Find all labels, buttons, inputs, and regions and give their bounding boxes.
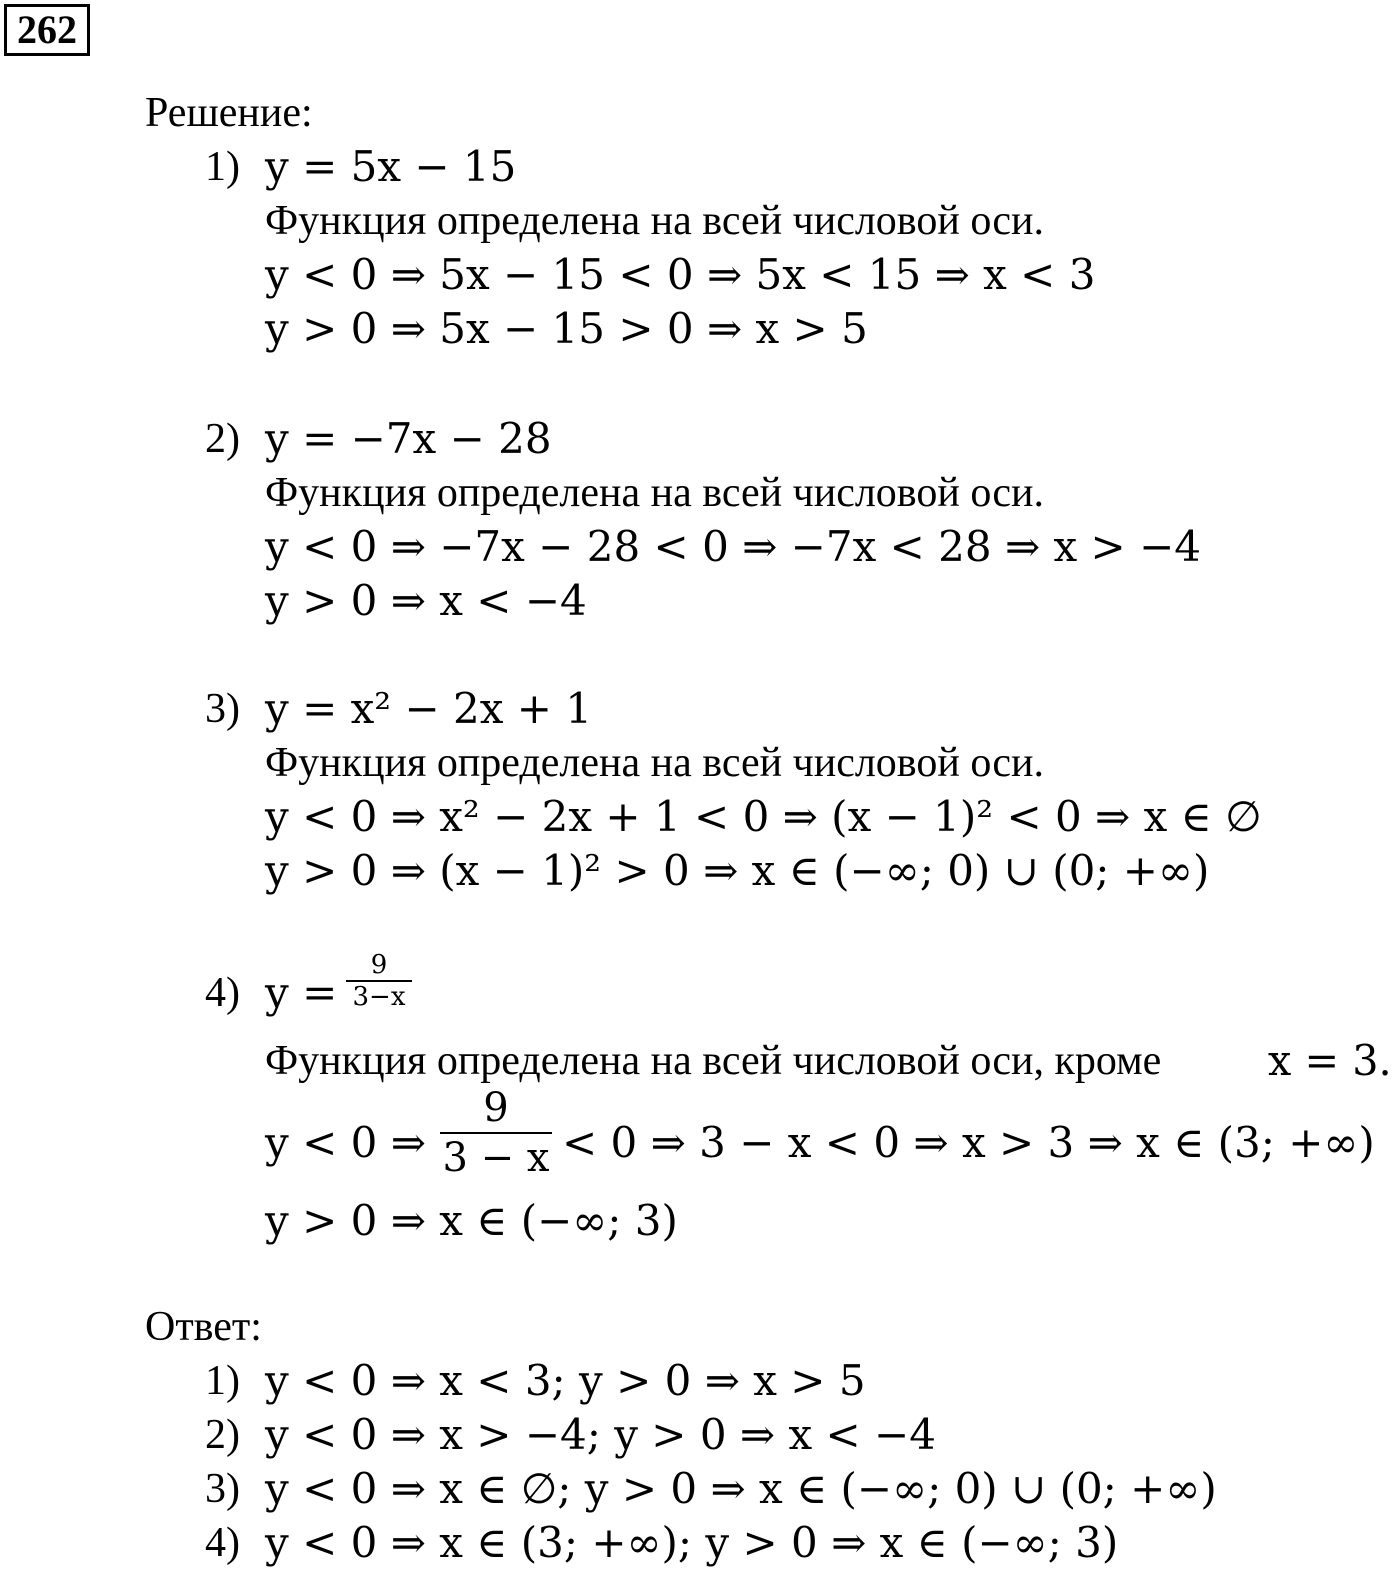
item-4-formula-numerator: 9 (370, 950, 388, 980)
answer-4-text: y < 0 ⇒ x ∈ (3; +∞); y > 0 ⇒ x ∈ (−∞; 3) (265, 1518, 1119, 1567)
answer-heading: Ответ: (145, 1304, 262, 1350)
item-4-negative-numerator: 9 (483, 1085, 509, 1131)
answer-2-text: y < 0 ⇒ x > −4; y > 0 ⇒ x < −4 (265, 1410, 936, 1459)
item-4-negative-fraction (440, 1085, 552, 1181)
problem-number: 262 (4, 4, 90, 56)
item-1-positive: y > 0 ⇒ 5x − 15 > 0 ⇒ x > 5 (265, 304, 868, 353)
item-2-negative: y < 0 ⇒ −7x − 28 < 0 ⇒ −7x < 28 ⇒ x > −4 (265, 522, 1201, 571)
solution-heading: Решение: (145, 90, 313, 136)
answer-1-text: y < 0 ⇒ x < 3; y > 0 ⇒ x > 5 (265, 1356, 866, 1405)
item-3-domain: Функция определена на всей числовой оси. (265, 740, 1044, 786)
item-3-number: 3) (205, 686, 240, 732)
item-2-positive: y > 0 ⇒ x < −4 (265, 576, 587, 625)
item-1-domain: Функция определена на всей числовой оси. (265, 198, 1044, 244)
item-2-domain: Функция определена на всей числовой оси. (265, 470, 1044, 516)
item-1-formula: y = 5x − 15 (265, 142, 517, 191)
item-4-formula-prefix: y = (265, 968, 338, 1017)
item-4-number: 4) (205, 970, 240, 1016)
answer-3-number: 3) (205, 1466, 240, 1512)
item-4-negative-prefix: y < 0 ⇒ (265, 1118, 426, 1167)
item-2-number: 2) (205, 416, 240, 462)
item-3-negative: y < 0 ⇒ x² − 2x + 1 < 0 ⇒ (x − 1)² < 0 ⇒ x ∈ ∅ (265, 792, 1262, 841)
item-1-negative: y < 0 ⇒ 5x − 15 < 0 ⇒ 5x < 15 ⇒ x < 3 (265, 250, 1096, 299)
item-3-formula: y = x² − 2x + 1 (265, 684, 593, 733)
item-4-negative-suffix: < 0 ⇒ 3 − x < 0 ⇒ x > 3 ⇒ x ∈ (3; +∞) (562, 1118, 1375, 1167)
answer-4-number: 4) (205, 1520, 240, 1566)
item-2-formula: y = −7x − 28 (265, 414, 552, 463)
item-4-domain-math: x = 3. (1268, 1036, 1392, 1085)
item-3-positive: y > 0 ⇒ (x − 1)² > 0 ⇒ x ∈ (−∞; 0) ∪ (0; +∞) (265, 846, 1210, 895)
answer-2-number: 2) (205, 1412, 240, 1458)
item-4-formula-denominator: 3−x (352, 982, 406, 1012)
item-4-domain-text: Функция определена на всей числовой оси, кроме (265, 1038, 1162, 1084)
item-1-number: 1) (205, 144, 240, 190)
item-4-negative-denominator: 3 − x (442, 1135, 550, 1181)
answer-1-number: 1) (205, 1358, 240, 1404)
item-4-positive: y > 0 ⇒ x ∈ (−∞; 3) (265, 1196, 678, 1245)
answer-3-text: y < 0 ⇒ x ∈ ∅; y > 0 ⇒ x ∈ (−∞; 0) ∪ (0; +∞) (265, 1464, 1217, 1513)
item-4-formula-fraction (346, 952, 412, 1010)
